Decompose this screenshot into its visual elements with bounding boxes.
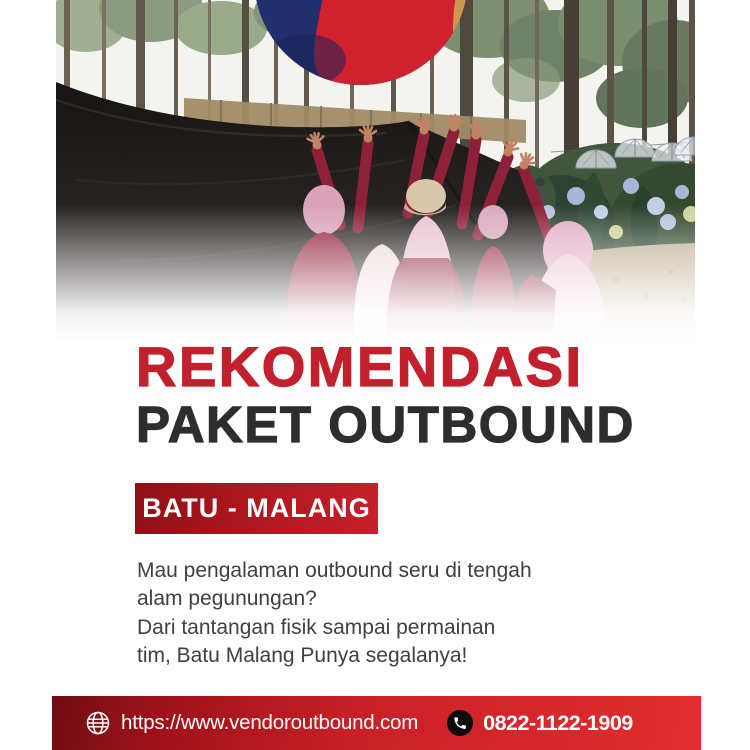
- location-badge: [135, 483, 378, 534]
- body-line: Mau pengalaman outbound seru di tengah: [137, 559, 532, 582]
- footer-bar: [52, 696, 701, 750]
- body-line: Dari tantangan fisik sampai permainan: [137, 615, 496, 639]
- website-url: https://www.vendoroutbound.com: [121, 711, 419, 734]
- phone-icon: [446, 709, 474, 737]
- body-line: alam pegunungan?: [137, 587, 317, 611]
- body-line: tim, Batu Malang Punya segalanya!: [137, 644, 468, 668]
- hero-photo: [56, 0, 695, 345]
- globe-icon: [85, 710, 111, 736]
- headline-rekomendasi: REKOMENDASI: [136, 335, 584, 398]
- location-badge-label: BATU - MALANG: [142, 493, 371, 523]
- phone-number: 0822-1122-1909: [483, 710, 633, 735]
- headline-paket-outbound: PAKET OUTBOUND: [136, 396, 635, 453]
- photo-fade: [56, 205, 695, 345]
- body-copy: [137, 557, 587, 671]
